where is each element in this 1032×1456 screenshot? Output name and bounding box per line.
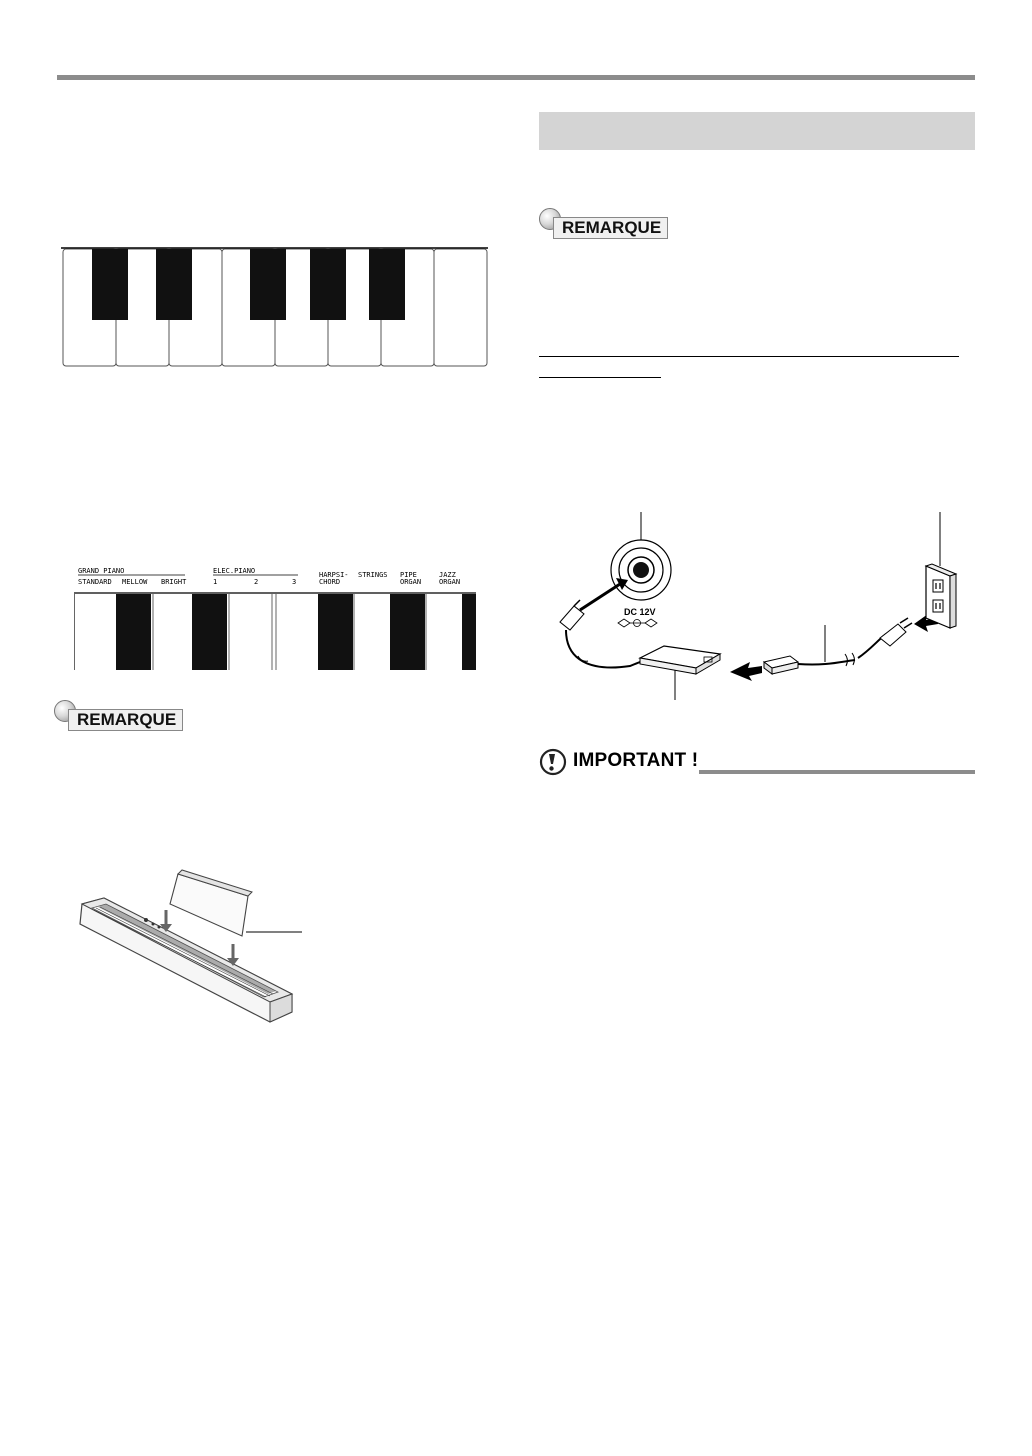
important-label: IMPORTANT !	[573, 750, 699, 771]
remarque-badge-right	[539, 208, 679, 238]
underline-rule	[539, 356, 959, 357]
tone-label-strings: STRINGS	[358, 571, 388, 579]
tone-label-jazz-organ: ORGAN	[439, 578, 461, 586]
tone-label-mellow: MELLOW	[122, 578, 148, 586]
tone-label-elec-2: 2	[254, 578, 259, 586]
remarque-label: REMARQUE	[553, 217, 668, 239]
tone-keyboard-illustration	[74, 566, 478, 672]
group-label-elec-piano: ELEC.PIANO	[213, 567, 256, 575]
tone-label-harpsi: HARPSI-	[319, 571, 349, 579]
remarque-label: REMARQUE	[68, 709, 183, 731]
exclamation-icon	[539, 748, 567, 776]
piano-music-stand-illustration	[70, 866, 320, 1036]
tone-label-jazz: JAZZ	[439, 571, 456, 579]
ac-adaptor-illustration	[540, 510, 970, 700]
important-header	[539, 748, 975, 778]
header-rule	[57, 75, 975, 80]
section-heading-bar	[539, 112, 975, 150]
group-label-grand-piano: GRAND PIANO	[78, 567, 125, 575]
remarque-badge-left	[54, 700, 194, 730]
tone-label-bright: BRIGHT	[161, 578, 187, 586]
tone-label-standard: STANDARD	[78, 578, 112, 586]
tone-label-pipe: PIPE	[400, 571, 417, 579]
tone-label-elec-1: 1	[213, 578, 218, 586]
tone-label-elec-3: 3	[292, 578, 297, 586]
keyboard-octave-illustration	[60, 246, 490, 368]
tone-label-pipe-organ: ORGAN	[400, 578, 422, 586]
underline-rule	[539, 377, 661, 378]
important-rule	[699, 770, 975, 774]
dc-jack-label: DC 12V	[624, 607, 656, 617]
tone-label-chord: CHORD	[319, 578, 341, 586]
